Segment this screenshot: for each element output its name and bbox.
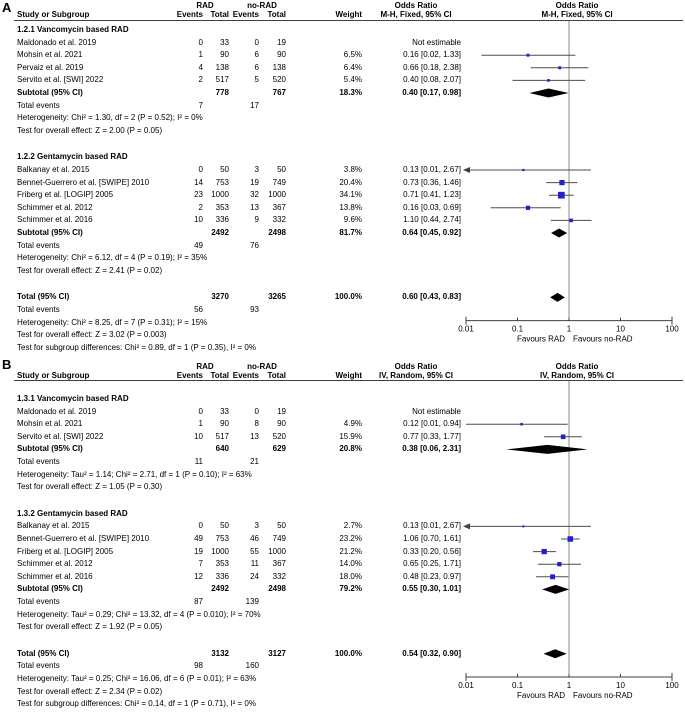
rad-total-cell: 33: [220, 37, 229, 47]
subtotal-label: Subtotal (95% CI): [17, 228, 83, 237]
norad-events-cell: 3: [254, 165, 259, 174]
subgroup-label: 1.2.2 Gentamycin based RAD: [17, 152, 128, 162]
norad-total-cell: 520: [272, 75, 286, 85]
study-label: Mohsin et al. 2021: [17, 419, 83, 429]
effect-square: [550, 574, 555, 579]
group1-header: RAD: [196, 362, 214, 371]
or-ci-cell: 0.55 [0.30, 1.01]: [402, 584, 461, 594]
or-text-col-header: Odds Ratio: [394, 1, 438, 10]
rad-total-col-header: Total: [210, 10, 229, 19]
norad-events-cell: 76: [250, 240, 259, 250]
pooled-diamond: [542, 585, 569, 594]
norad-events-cell: 139: [245, 597, 259, 606]
norad-total-cell: 520: [272, 431, 286, 441]
norad-total-cell: 367: [272, 202, 286, 212]
rad-total-cell: 1000: [211, 190, 229, 200]
norad-events-cell: 13: [250, 431, 259, 441]
rad-events-cell: 14: [194, 177, 203, 187]
norad-events-col-header: Events: [232, 10, 259, 19]
norad-events-cell: 19: [250, 177, 259, 187]
or-ci-cell: 0.40 [0.17, 0.98]: [402, 88, 461, 97]
rad-events-cell: 11: [194, 457, 203, 466]
rad-events-cell: 0: [198, 165, 203, 174]
weight-cell: 34.1%: [339, 190, 362, 200]
weight-cell: 13.8%: [339, 202, 362, 212]
note-label: Heterogeneity: Tau² = 0.29; Chi² = 13.32, df = 4 (P = 0.010); I² = 70%: [17, 609, 261, 619]
or-ci-cell: 0.13 [0.01, 2.67]: [403, 165, 461, 174]
rad-events-cell: 0: [198, 406, 203, 416]
events-label: Total events: [17, 100, 60, 110]
norad-events-cell: 0: [254, 406, 259, 416]
effect-square: [542, 549, 547, 554]
study-col-header: Study or Subgroup: [17, 371, 90, 380]
panel-b-label: B: [2, 357, 12, 372]
norad-total-cell: 138: [272, 62, 286, 72]
effect-square: [559, 180, 564, 185]
effect-square: [522, 525, 524, 527]
norad-total-cell: 332: [272, 571, 286, 581]
norad-events-cell: 9: [254, 215, 259, 225]
study-label: Friberg et al. [LOGIP] 2005: [17, 546, 114, 556]
or-ci-cell: 0.64 [0.45, 0.92]: [402, 228, 461, 237]
study-label: Maldonado et al. 2019: [17, 406, 97, 416]
or-ci-cell: 0.12 [0.01, 0.94]: [403, 419, 461, 429]
norad-events-cell: 13: [250, 202, 259, 212]
rad-total-cell: 517: [215, 431, 229, 441]
or-ci-cell: Not estimable: [412, 406, 461, 416]
note-label: Heterogeneity: Tau² = 0.25; Chi² = 16.06, df = 6 (P = 0.01); I² = 63%: [17, 674, 257, 683]
rad-total-cell: 753: [215, 534, 229, 543]
weight-cell: 6.4%: [343, 62, 362, 72]
note-label: Test for subgroup differences: Chi² = 0.14, df = 1 (P = 0.71), I² = 0%: [17, 699, 256, 709]
rad-events-cell: 7: [198, 559, 203, 569]
effect-square: [558, 192, 565, 199]
note-label: Heterogeneity: Chi² = 8.25, df = 7 (P = 0.31); I² = 15%: [17, 317, 208, 327]
events-label: Total events: [17, 457, 60, 466]
ci-arrow-left: [463, 167, 470, 173]
weight-cell: 81.7%: [339, 228, 362, 237]
axis-tick-label: 100: [665, 681, 679, 690]
rad-events-col-header: Events: [176, 10, 203, 19]
rad-total-cell: 90: [220, 419, 229, 429]
rad-total-col-header: Total: [210, 371, 229, 380]
rad-events-cell: 1: [198, 419, 203, 429]
rad-events-cell: 87: [194, 597, 203, 606]
events-label: Total events: [17, 661, 60, 671]
note-label: Heterogeneity: Tau² = 1.14; Chi² = 2.71, df = 1 (P = 0.10); I² = 63%: [17, 469, 252, 479]
pooled-diamond: [550, 293, 565, 302]
or-ci-cell: 0.33 [0.20, 0.56]: [403, 546, 461, 556]
axis-tick-label: 0.1: [511, 324, 524, 334]
norad-events-col-header: Events: [232, 371, 259, 380]
norad-total-cell: 749: [272, 177, 286, 187]
subtotal-label: Subtotal (95% CI): [17, 584, 83, 594]
norad-total-cell: 19: [277, 37, 286, 47]
panel-a-label: A: [2, 0, 12, 15]
weight-cell: 20.8%: [339, 444, 362, 454]
or-ci-cell: 0.66 [0.18, 2.38]: [403, 62, 461, 72]
effect-square: [569, 219, 573, 223]
subgroup-label: 1.3.2 Gentamycin based RAD: [17, 508, 128, 518]
or-ci-cell: 0.16 [0.02, 1.33]: [403, 50, 461, 60]
weight-cell: 15.9%: [339, 431, 362, 441]
study-label: Bennet-Guerrero et al. [SWIPE] 2010: [17, 177, 150, 187]
axis-tick-label: 0.1: [511, 681, 524, 690]
rad-total-cell: 336: [215, 215, 229, 225]
rad-total-cell: 2492: [211, 228, 229, 237]
total-label: Total (95% CI): [17, 648, 70, 658]
events-label: Total events: [17, 240, 60, 250]
rad-total-cell: 3132: [211, 648, 229, 658]
rad-total-cell: 2492: [211, 584, 229, 594]
rad-total-cell: 3270: [211, 292, 229, 302]
group2-header: no-RAD: [247, 362, 277, 371]
effect-square: [527, 54, 530, 57]
or-ci-cell: 0.77 [0.33, 1.77]: [403, 431, 461, 441]
study-label: Servito et al. [SWI] 2022: [17, 431, 104, 441]
subtotal-label: Subtotal (95% CI): [17, 88, 83, 97]
or-ci-cell: 0.16 [0.03, 0.69]: [403, 202, 461, 212]
pooled-diamond: [529, 89, 568, 98]
rad-events-cell: 12: [194, 571, 203, 581]
norad-total-cell: 367: [272, 559, 286, 569]
pooled-diamond: [551, 229, 567, 238]
rad-total-cell: 138: [215, 62, 229, 72]
rad-events-cell: 56: [194, 305, 203, 314]
or-ci-cell: 0.40 [0.08, 2.07]: [403, 75, 461, 85]
effect-square: [526, 206, 530, 210]
rad-events-cell: 49: [194, 240, 203, 250]
weight-cell: 18.3%: [339, 88, 362, 97]
weight-cell: 6.5%: [343, 50, 362, 60]
norad-events-cell: 6: [254, 62, 259, 72]
study-label: Bennet-Guerrero et al. [SWIPE] 2010: [17, 534, 150, 543]
norad-total-cell: 3265: [268, 292, 286, 302]
rad-events-cell: 4: [198, 62, 203, 72]
norad-total-cell: 629: [272, 444, 286, 454]
rad-events-cell: 7: [198, 100, 203, 110]
subgroup-label: 1.2.1 Vancomycin based RAD: [17, 25, 129, 34]
norad-events-cell: 0: [254, 37, 259, 47]
norad-total-cell: 50: [277, 165, 286, 174]
weight-cell: 4.9%: [343, 419, 362, 429]
note-label: Test for overall effect: Z = 2.34 (P = 0.02): [17, 686, 163, 696]
norad-events-cell: 8: [254, 419, 259, 429]
method-text-header: M-H, Fixed, 95% CI: [380, 10, 452, 19]
rad-total-cell: 517: [215, 75, 229, 85]
weight-cell: 9.6%: [343, 215, 362, 225]
study-col-header: Study or Subgroup: [17, 10, 90, 19]
effect-square: [561, 435, 566, 440]
study-label: Schimmer et al. 2012: [17, 202, 93, 212]
note-label: Test for subgroup differences: Chi² = 0.89, df = 1 (P = 0.35), I² = 0%: [17, 342, 256, 352]
rad-events-cell: 0: [198, 521, 203, 531]
norad-total-cell: 19: [277, 406, 286, 416]
effect-square: [557, 562, 561, 566]
effect-square: [558, 66, 561, 69]
weight-cell: 18.0%: [339, 571, 362, 581]
rad-events-cell: 2: [198, 75, 203, 85]
effect-square: [547, 79, 550, 82]
norad-events-cell: 93: [250, 305, 259, 314]
favours-right-label: Favours no-RAD: [573, 334, 633, 344]
norad-events-cell: 46: [250, 534, 259, 543]
axis-tick-label: 1: [566, 681, 572, 690]
or-ci-cell: 0.38 [0.06, 2.31]: [402, 444, 461, 454]
norad-total-cell: 90: [277, 419, 286, 429]
rad-events-col-header: Events: [176, 371, 203, 380]
rad-total-cell: 1000: [211, 546, 229, 556]
note-label: Heterogeneity: Chi² = 1.30, df = 2 (P = 0.52); I² = 0%: [17, 113, 203, 123]
or-ci-cell: 0.48 [0.23, 0.97]: [403, 571, 461, 581]
study-label: Pervaiz et al. 2019: [17, 62, 84, 72]
rad-events-cell: 0: [198, 37, 203, 47]
weight-cell: 100.0%: [334, 648, 362, 658]
note-label: Test for overall effect: Z = 2.41 (P = 0.02): [17, 265, 163, 275]
weight-cell: 79.2%: [339, 584, 362, 594]
rad-total-cell: 50: [220, 521, 229, 531]
note-label: Test for overall effect: Z = 2.00 (P = 0.05): [17, 125, 163, 135]
or-ci-cell: 0.54 [0.32, 0.90]: [402, 648, 461, 658]
method-plot-header: M-H, Fixed, 95% CI: [541, 10, 613, 19]
or-ci-cell: 0.65 [0.25, 1.71]: [403, 559, 461, 569]
norad-events-cell: 3: [254, 521, 259, 531]
note-label: Test for overall effect: Z = 1.92 (P = 0.05): [17, 622, 163, 632]
or-ci-cell: 0.73 [0.36, 1.46]: [403, 177, 461, 187]
favours-right-label: Favours no-RAD: [573, 691, 633, 700]
norad-total-cell: 2498: [268, 228, 286, 237]
axis-tick-label: 1: [566, 324, 572, 334]
group2-header: no-RAD: [247, 1, 277, 10]
group1-header: RAD: [196, 1, 214, 10]
pooled-diamond: [506, 445, 588, 454]
rad-events-cell: 10: [194, 431, 203, 441]
axis-tick-label: 0.01: [458, 324, 474, 334]
axis-tick-label: 10: [616, 681, 625, 690]
rad-total-cell: 33: [220, 406, 229, 416]
note-label: Heterogeneity: Chi² = 6.12, df = 4 (P = 0.19); I² = 35%: [17, 253, 208, 263]
study-label: Servito et al. [SWI] 2022: [17, 75, 104, 85]
ci-arrow-left: [463, 523, 470, 529]
study-label: Maldonado et al. 2019: [17, 37, 97, 47]
norad-total-cell: 2498: [268, 584, 286, 594]
note-label: Test for overall effect: Z = 1.05 (P = 0.30): [17, 482, 163, 492]
events-label: Total events: [17, 305, 60, 314]
rad-total-cell: 753: [215, 177, 229, 187]
study-label: Schimmer et al. 2012: [17, 559, 93, 569]
rad-total-cell: 336: [215, 571, 229, 581]
method-text-header: IV, Random, 95% CI: [379, 371, 453, 380]
study-label: Schimmer et al. 2016: [17, 571, 93, 581]
norad-events-cell: 11: [250, 559, 259, 569]
rad-events-cell: 19: [194, 546, 203, 556]
norad-total-cell: 50: [277, 521, 286, 531]
weight-cell: 20.4%: [339, 177, 362, 187]
weight-cell: 21.2%: [339, 546, 362, 556]
study-label: Schimmer et al. 2016: [17, 215, 93, 225]
study-label: Balkanay et al. 2015: [17, 521, 90, 531]
weight-col-header: Weight: [335, 371, 362, 380]
norad-events-cell: 32: [250, 190, 259, 200]
rad-events-cell: 49: [194, 534, 203, 543]
rad-events-cell: 23: [194, 190, 203, 200]
rad-total-cell: 50: [220, 165, 229, 174]
weight-cell: 5.4%: [343, 75, 362, 85]
rad-total-cell: 353: [215, 559, 229, 569]
or-plot-col-header: Odds Ratio: [555, 1, 599, 10]
weight-cell: 3.8%: [343, 165, 362, 174]
effect-square: [568, 536, 574, 542]
rad-events-cell: 1: [198, 50, 203, 60]
subgroup-label: 1.3.1 Vancomycin based RAD: [17, 394, 129, 403]
rad-total-cell: 90: [220, 50, 229, 60]
norad-total-cell: 1000: [268, 546, 286, 556]
rad-total-cell: 353: [215, 202, 229, 212]
rad-total-cell: 640: [215, 444, 229, 454]
study-label: Mohsin et al. 2021: [17, 50, 83, 60]
effect-square: [522, 169, 524, 171]
or-ci-cell: 1.06 [0.70, 1.61]: [403, 534, 461, 543]
events-label: Total events: [17, 597, 60, 606]
note-label: Test for overall effect: Z = 3.02 (P = 0.003): [17, 330, 167, 340]
rad-total-cell: 778: [215, 88, 229, 97]
weight-cell: 2.7%: [343, 521, 362, 531]
norad-events-cell: 17: [250, 100, 259, 110]
total-label: Total (95% CI): [17, 292, 70, 302]
favours-left-label: Favours RAD: [516, 691, 565, 700]
weight-col-header: Weight: [335, 10, 362, 19]
or-text-col-header: Odds Ratio: [394, 362, 438, 371]
or-ci-cell: 1.10 [0.44, 2.74]: [403, 215, 461, 225]
rad-events-cell: 2: [198, 202, 203, 212]
norad-events-cell: 24: [250, 571, 259, 581]
norad-total-col-header: Total: [267, 371, 286, 380]
norad-total-cell: 767: [272, 88, 286, 97]
or-plot-col-header: Odds Ratio: [555, 362, 599, 371]
or-ci-cell: Not estimable: [412, 37, 461, 47]
norad-total-cell: 749: [272, 534, 286, 543]
norad-total-cell: 1000: [268, 190, 286, 200]
subtotal-label: Subtotal (95% CI): [17, 444, 83, 454]
method-plot-header: IV, Random, 95% CI: [540, 371, 614, 380]
study-label: Friberg et al. [LOGIP] 2005: [17, 190, 114, 200]
weight-cell: 100.0%: [334, 292, 362, 302]
axis-tick-label: 0.01: [458, 681, 474, 690]
rad-events-cell: 98: [194, 661, 203, 671]
norad-events-cell: 55: [250, 546, 259, 556]
axis-tick-label: 100: [665, 324, 679, 334]
or-ci-cell: 0.60 [0.43, 0.83]: [402, 292, 461, 302]
weight-cell: 23.2%: [339, 534, 362, 543]
favours-left-label: Favours RAD: [516, 334, 565, 344]
or-ci-cell: 0.13 [0.01, 2.67]: [403, 521, 461, 531]
pooled-diamond: [544, 649, 567, 658]
rad-events-cell: 10: [194, 215, 203, 225]
norad-total-cell: 3127: [268, 648, 286, 658]
norad-events-cell: 6: [254, 50, 259, 60]
norad-events-cell: 160: [245, 661, 259, 671]
weight-cell: 14.0%: [339, 559, 362, 569]
norad-total-col-header: Total: [267, 10, 286, 19]
study-label: Balkanay et al. 2015: [17, 165, 90, 174]
effect-square: [520, 423, 523, 426]
norad-events-cell: 5: [254, 75, 259, 85]
norad-events-cell: 21: [250, 457, 259, 466]
norad-total-cell: 332: [272, 215, 286, 225]
or-ci-cell: 0.71 [0.41, 1.23]: [403, 190, 461, 200]
norad-total-cell: 90: [277, 50, 286, 60]
axis-tick-label: 10: [616, 324, 625, 334]
